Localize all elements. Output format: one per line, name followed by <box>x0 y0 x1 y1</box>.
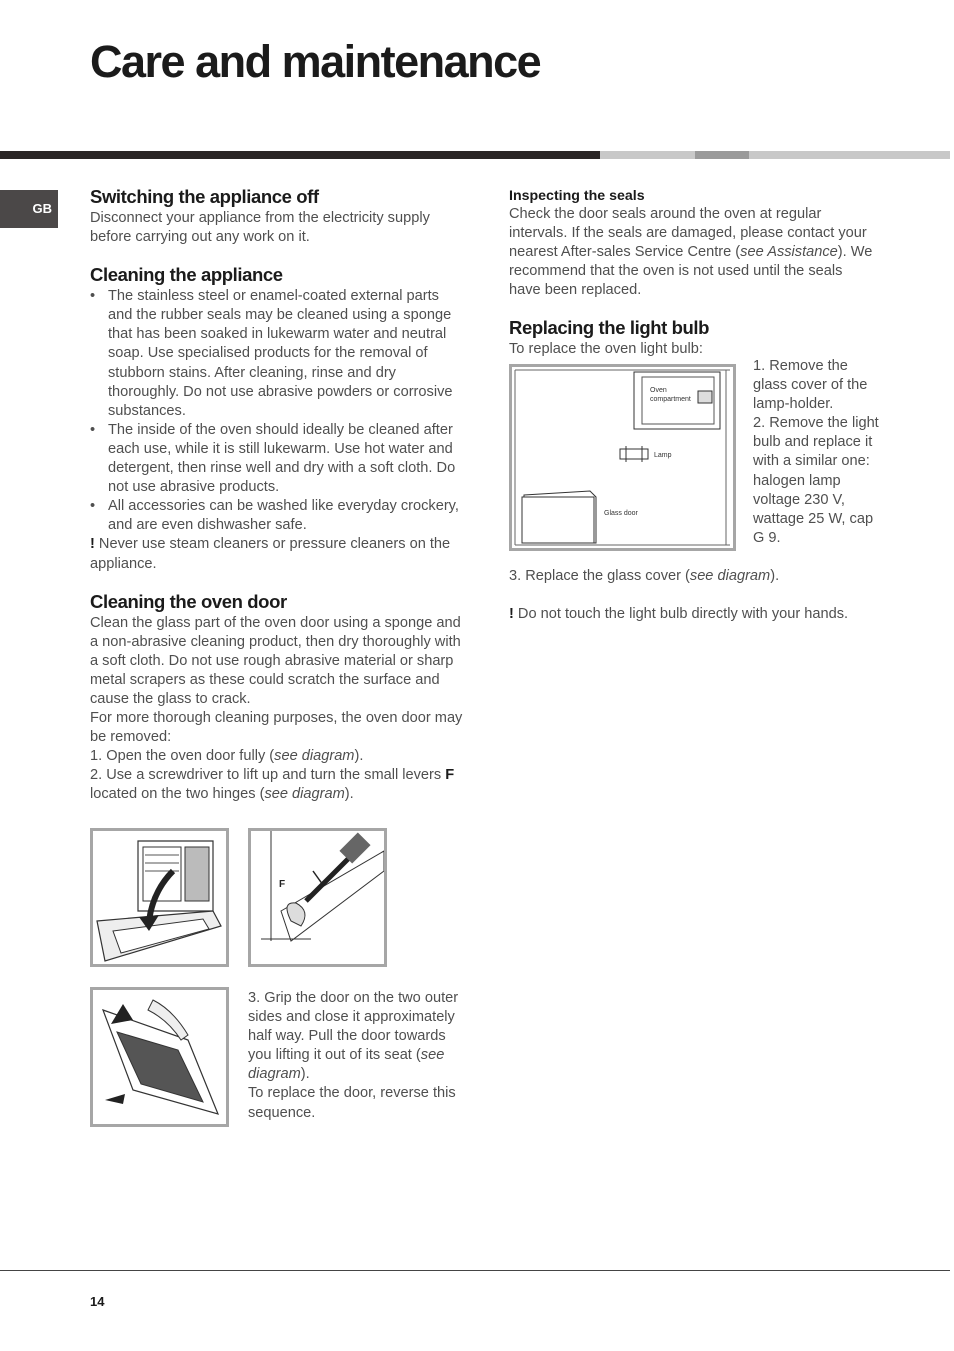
step3-ref: see diagram <box>248 1047 445 1083</box>
warning-mark: ! <box>509 606 514 623</box>
door-step1 <box>90 747 465 766</box>
cleaning-warning <box>90 535 465 573</box>
lamp-diagram <box>512 367 733 548</box>
switching-heading: Switching the appliance off <box>90 186 319 207</box>
header-rule-dark <box>0 151 600 159</box>
seals-main: Check the door seals around the oven at regular intervals. If the seals are damaged, please contact your nearest After-sales Service Centre ( <box>509 206 867 261</box>
bulb-step3 <box>509 567 874 586</box>
seals-end: ). We recommend that the oven is not used until the seals have been replaced. <box>509 244 873 299</box>
figure-hinge-lever <box>248 828 387 967</box>
bulb-intro: To replace the oven light bulb: <box>509 341 703 358</box>
figure-remove-door <box>90 987 229 1127</box>
seals-heading: Inspecting the seals <box>509 188 645 204</box>
glass-door-label: Glass door <box>604 510 638 517</box>
bulb-step3-text: 3. Replace the glass cover ( <box>509 568 690 584</box>
bulb-step2: 2. Remove the light bulb and replace it with a similar one: halogen lamp voltage 230 V, wattage 25 W, cap G 9. <box>753 415 879 546</box>
door-para1: Clean the glass part of the oven door using a sponge and a non-abrasive cleaning product, then dry thoroughly with a soft cloth. Do not use rough abrasive material or sharp metal scrapers as these could scratch the surface and cause the glass to crack. <box>90 614 461 707</box>
step2-mid: located on the two hinges ( <box>90 786 265 803</box>
open-door-illustration <box>93 831 226 964</box>
door-heading: Cleaning the oven door <box>90 590 287 612</box>
bulb-step3-end: ). <box>770 568 780 584</box>
footer-rule <box>0 1270 950 1271</box>
step1-end: ). <box>354 748 364 765</box>
left-column <box>90 185 465 805</box>
hinge-illustration <box>251 831 384 964</box>
door-step2 <box>90 766 465 804</box>
switching-text: Disconnect your appliance from the electricity supply before carrying out any work on it. <box>90 210 430 246</box>
bulb-steps <box>753 357 883 548</box>
bulb-step1: 1. Remove the glass cover of the lamp-holder. <box>753 358 868 413</box>
cleaning-heading: Cleaning the appliance <box>90 264 283 286</box>
header-rule-light <box>600 151 695 159</box>
bulb-warning-text: Do not touch the light bulb directly with your hands. <box>513 606 849 623</box>
seals-ref: see Assistance <box>740 244 838 261</box>
step1-text: 1. Open the oven door fully ( <box>90 748 275 765</box>
header-rule-mid <box>695 151 749 159</box>
remove-door-illustration <box>93 990 226 1124</box>
page-title: Care and maintenance <box>90 36 541 87</box>
figure-open-door <box>90 828 229 967</box>
cleaning-bullet: • The inside of the oven should ideally be cleaned after each use, while it is still lukewarm. Use hot water and detergent, then rinse well and dry with a soft cloth. Do not use abrasive products. <box>90 421 465 497</box>
right-column <box>509 187 874 360</box>
step2-text: 2. Use a screwdriver to lift up and turn the small levers <box>90 767 446 784</box>
lever-label: F <box>445 767 455 784</box>
bulb-warning <box>509 605 874 624</box>
step2-ref: see diagram <box>264 786 345 803</box>
warning-mark: ! <box>90 536 95 553</box>
language-tab: GB <box>0 190 58 228</box>
bulb-heading: Replacing the light bulb <box>509 317 710 339</box>
step3-text <box>248 989 460 1084</box>
cleaning-bullet: • The stainless steel or enamel-coated external parts and the rubber seals may be cleaned using a sponge that has been soaked in lukewarm water and neutral soap. Use specialised products for the removal of stubborn stains. After cleaning, rinse and dry thoroughly. Do not use abrasive powders or corrosive substances. <box>90 287 465 421</box>
lamp-label: Lamp <box>654 452 672 459</box>
cleaning-bullet: • All accessories can be washed like everyday crockery, and are even dishwasher safe. <box>90 497 465 535</box>
bulb-footer <box>509 567 874 624</box>
figure-lamp <box>509 364 736 551</box>
seals-text <box>509 205 874 300</box>
header-rule-light-end <box>749 151 950 159</box>
page-number: 14 <box>90 1294 105 1309</box>
step2-end: ). <box>344 786 354 803</box>
door-para2: For more thorough cleaning purposes, the oven door may be removed: <box>90 710 463 746</box>
warning-text: Never use steam cleaners or pressure cleaners on the appliance. <box>90 536 451 572</box>
step1-ref: see diagram <box>274 748 355 765</box>
oven-label-1: Oven <box>650 387 667 394</box>
bulb-step3-ref: see diagram <box>689 568 771 584</box>
door-step3 <box>248 989 460 1123</box>
step3-reverse: To replace the door, reverse this sequence. <box>248 1085 456 1121</box>
step3-end: ). <box>300 1066 310 1083</box>
oven-label-2: compartment <box>650 396 691 403</box>
step3-main: 3. Grip the door on the two outer sides and close it approximately half way. Pull the door towards you lifting it out of its seat ( <box>248 990 459 1064</box>
lever-f-label: F <box>279 879 286 890</box>
